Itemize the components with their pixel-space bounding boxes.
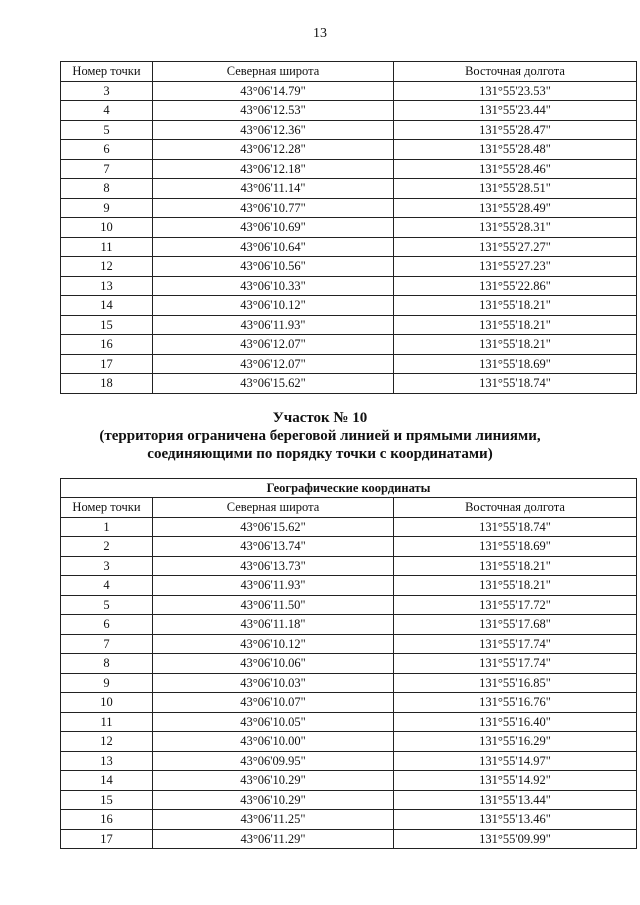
point-number-cell: 14 [61,296,153,316]
latitude-cell: 43°06'12.07" [153,354,394,374]
longitude-cell: 131°55'16.76" [394,693,637,713]
latitude-cell: 43°06'10.12" [153,296,394,316]
longitude-cell: 131°55'18.21" [394,296,637,316]
longitude-cell: 131°55'18.69" [394,354,637,374]
point-number-cell: 13 [61,751,153,771]
longitude-cell: 131°55'17.74" [394,634,637,654]
table-row [61,771,637,791]
longitude-cell: 131°55'22.86" [394,276,637,296]
latitude-cell: 43°06'10.05" [153,712,394,732]
longitude-cell: 131°55'18.74" [394,517,637,537]
longitude-cell: 131°55'14.97" [394,751,637,771]
table-row [61,198,637,218]
table-body [61,81,637,393]
table-row [61,829,637,849]
section-description-line-1: (территория ограничена береговой линией и прямыми линиями, [99,428,541,444]
table-row [61,576,637,596]
latitude-cell: 43°06'14.79" [153,81,394,101]
latitude-cell: 43°06'09.95" [153,751,394,771]
point-number-cell: 10 [61,693,153,713]
point-number-cell: 4 [61,576,153,596]
latitude-cell: 43°06'11.29" [153,829,394,849]
latitude-cell: 43°06'10.00" [153,732,394,752]
latitude-cell: 43°06'10.69" [153,218,394,238]
longitude-cell: 131°55'17.68" [394,615,637,635]
longitude-cell: 131°55'27.23" [394,257,637,277]
point-number-cell: 7 [61,634,153,654]
latitude-cell: 43°06'10.06" [153,654,394,674]
table-header-row [61,62,637,82]
table-row [61,693,637,713]
section-heading [0,409,640,463]
table-row [61,315,637,335]
point-number-cell: 8 [61,654,153,674]
latitude-cell: 43°06'12.07" [153,335,394,355]
latitude-cell: 43°06'12.18" [153,159,394,179]
point-number-cell: 11 [61,712,153,732]
longitude-cell: 131°55'28.51" [394,179,637,199]
longitude-cell: 131°55'28.47" [394,120,637,140]
table-row [61,101,637,121]
longitude-cell: 131°55'16.85" [394,673,637,693]
point-number-cell: 13 [61,276,153,296]
latitude-cell: 43°06'10.56" [153,257,394,277]
latitude-cell: 43°06'10.33" [153,276,394,296]
longitude-cell: 131°55'18.74" [394,374,637,394]
table-row [61,218,637,238]
table-row [61,179,637,199]
column-header-point-number: Номер точки [61,62,153,82]
point-number-cell: 2 [61,537,153,557]
point-number-cell: 5 [61,120,153,140]
latitude-cell: 43°06'11.93" [153,315,394,335]
point-number-cell: 18 [61,374,153,394]
point-number-cell: 3 [61,556,153,576]
longitude-cell: 131°55'28.46" [394,159,637,179]
longitude-cell: 131°55'28.31" [394,218,637,238]
latitude-cell: 43°06'10.07" [153,693,394,713]
column-header-latitude: Северная широта [153,498,394,518]
latitude-cell: 43°06'10.29" [153,771,394,791]
column-header-longitude: Восточная долгота [394,62,637,82]
column-header-point-number: Номер точки [61,498,153,518]
latitude-cell: 43°06'13.74" [153,537,394,557]
page-number: 13 [313,26,327,41]
point-number-cell: 7 [61,159,153,179]
point-number-cell: 9 [61,673,153,693]
table-row [61,374,637,394]
point-number-cell: 15 [61,790,153,810]
table-row [61,634,637,654]
table-body [61,517,637,849]
latitude-cell: 43°06'15.62" [153,374,394,394]
longitude-cell: 131°55'28.49" [394,198,637,218]
table-row [61,732,637,752]
table-row [61,712,637,732]
latitude-cell: 43°06'11.25" [153,810,394,830]
point-number-cell: 6 [61,140,153,160]
table-row [61,537,637,557]
table-row [61,810,637,830]
longitude-cell: 131°55'18.21" [394,335,637,355]
table-row [61,296,637,316]
longitude-cell: 131°55'23.44" [394,101,637,121]
latitude-cell: 43°06'11.93" [153,576,394,596]
table-group-header-row [61,479,637,498]
longitude-cell: 131°55'09.99" [394,829,637,849]
point-number-cell: 12 [61,732,153,752]
table-row [61,354,637,374]
latitude-cell: 43°06'11.18" [153,615,394,635]
coordinates-table-plot-10 [60,478,637,849]
table-row [61,595,637,615]
latitude-cell: 43°06'10.29" [153,790,394,810]
table-row [61,257,637,277]
longitude-cell: 131°55'16.29" [394,732,637,752]
point-number-cell: 17 [61,354,153,374]
point-number-cell: 11 [61,237,153,257]
section-description-line-2: соединяющими по порядку точки с координатами) [147,446,493,462]
point-number-cell: 1 [61,517,153,537]
latitude-cell: 43°06'11.50" [153,595,394,615]
point-number-cell: 14 [61,771,153,791]
table-row [61,673,637,693]
table-row [61,790,637,810]
point-number-cell: 5 [61,595,153,615]
table-row [61,276,637,296]
table-row [61,237,637,257]
point-number-cell: 10 [61,218,153,238]
table-row [61,335,637,355]
longitude-cell: 131°55'13.44" [394,790,637,810]
table-header-row [61,498,637,518]
longitude-cell: 131°55'28.48" [394,140,637,160]
latitude-cell: 43°06'11.14" [153,179,394,199]
point-number-cell: 4 [61,101,153,121]
table-row [61,751,637,771]
table-row [61,81,637,101]
point-number-cell: 8 [61,179,153,199]
latitude-cell: 43°06'13.73" [153,556,394,576]
point-number-cell: 16 [61,810,153,830]
longitude-cell: 131°55'18.21" [394,315,637,335]
group-header-geographic-coordinates: Географические координаты [61,479,637,498]
longitude-cell: 131°55'27.27" [394,237,637,257]
latitude-cell: 43°06'10.12" [153,634,394,654]
longitude-cell: 131°55'13.46" [394,810,637,830]
point-number-cell: 6 [61,615,153,635]
longitude-cell: 131°55'17.72" [394,595,637,615]
table-row [61,654,637,674]
latitude-cell: 43°06'10.64" [153,237,394,257]
table-row [61,517,637,537]
longitude-cell: 131°55'16.40" [394,712,637,732]
longitude-cell: 131°55'18.21" [394,576,637,596]
latitude-cell: 43°06'10.03" [153,673,394,693]
longitude-cell: 131°55'18.21" [394,556,637,576]
section-title: Участок № 10 [272,410,368,426]
point-number-cell: 15 [61,315,153,335]
table-row [61,120,637,140]
latitude-cell: 43°06'15.62" [153,517,394,537]
latitude-cell: 43°06'10.77" [153,198,394,218]
longitude-cell: 131°55'23.53" [394,81,637,101]
point-number-cell: 3 [61,81,153,101]
column-header-longitude: Восточная долгота [394,498,637,518]
coordinates-table-continued [60,61,637,394]
latitude-cell: 43°06'12.53" [153,101,394,121]
point-number-cell: 12 [61,257,153,277]
table-row [61,556,637,576]
longitude-cell: 131°55'14.92" [394,771,637,791]
latitude-cell: 43°06'12.36" [153,120,394,140]
table-row [61,615,637,635]
longitude-cell: 131°55'18.69" [394,537,637,557]
point-number-cell: 17 [61,829,153,849]
column-header-latitude: Северная широта [153,62,394,82]
table-row [61,159,637,179]
latitude-cell: 43°06'12.28" [153,140,394,160]
point-number-cell: 16 [61,335,153,355]
point-number-cell: 9 [61,198,153,218]
table-row [61,140,637,160]
longitude-cell: 131°55'17.74" [394,654,637,674]
